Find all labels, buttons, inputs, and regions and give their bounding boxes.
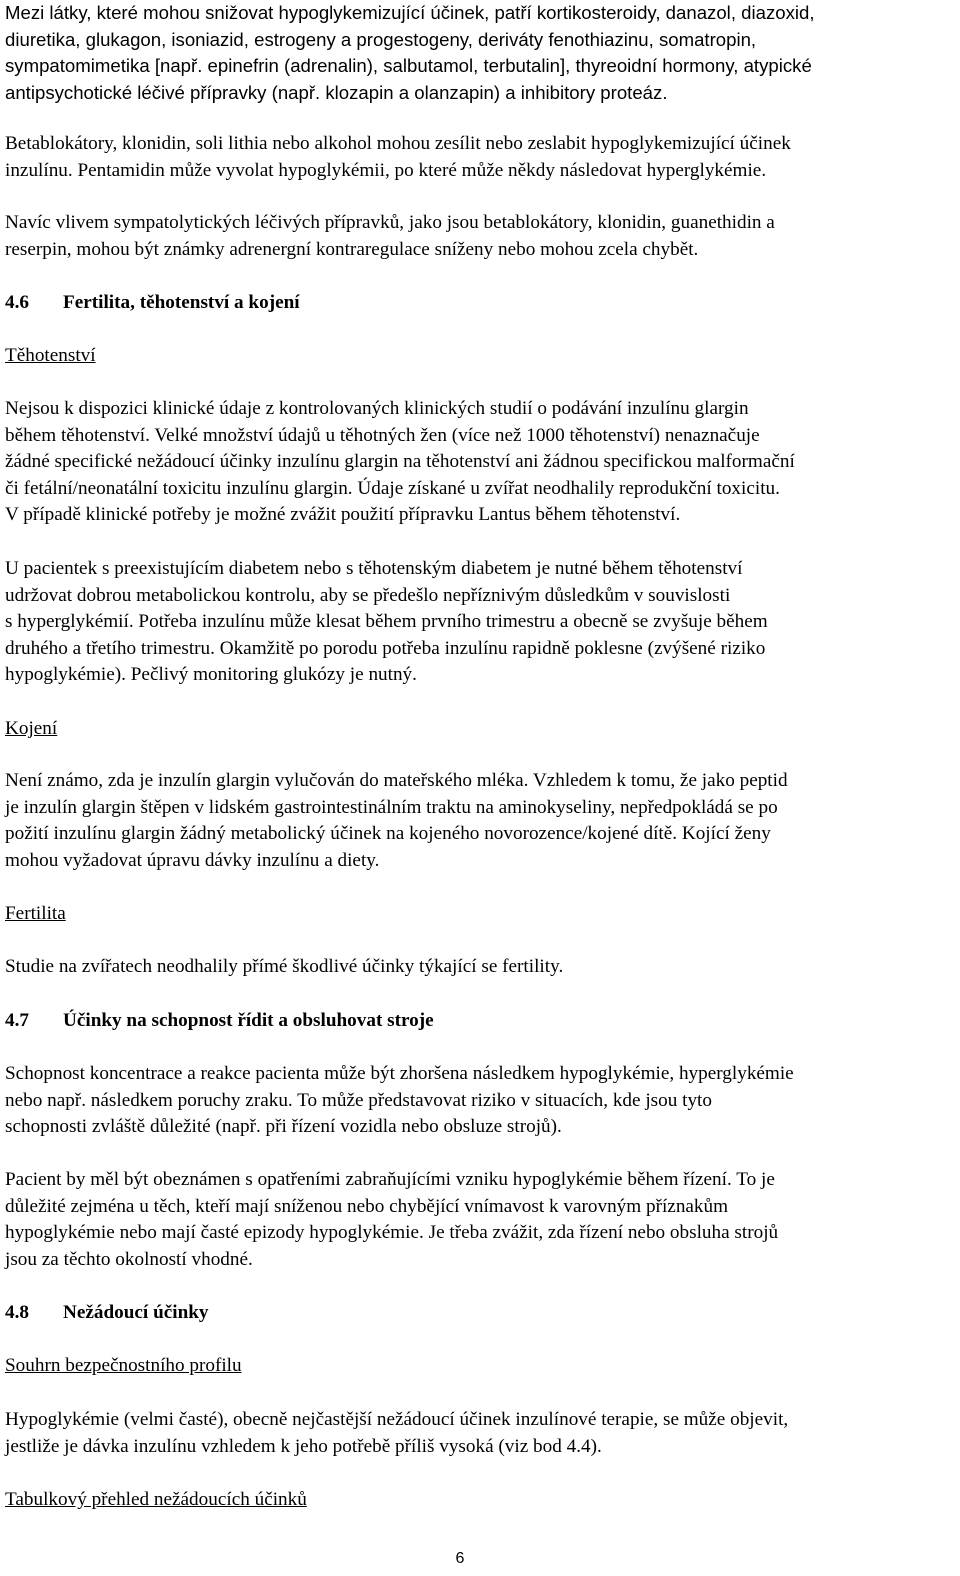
- section-heading-4-6: [5, 290, 300, 317]
- text-line: Betablokátory, klonidin, soli lithia nebo alkohol mohou zesílit nebo zeslabit hypoglykemizující účinek: [5, 133, 791, 154]
- text-line: U pacientek s preexistujícím diabetem nebo s těhotenským diabetem je nutné během těhotenství: [5, 558, 743, 579]
- text-line: diuretika, glukagon, isoniazid, estrogeny a progestogeny, deriváty fenothiazinu, somatropin,: [5, 28, 757, 50]
- text-line: Pacient by měl být obeznámen s opatřeními zabraňujícími vzniku hypoglykémie během řízení. To je: [5, 1169, 775, 1190]
- text-line: sympatomimetika [např. epinefrin (adrenalin), salbutamol, terbutalin], thyreoidní hormony, atypické: [5, 55, 812, 76]
- text-line: během těhotenství. Velké množství údajů u těhotných žen (více než 1000 těhotenství) nenaznačuje: [5, 424, 760, 446]
- paragraph-sympatholytics: [5, 210, 775, 263]
- text-line: jestliže je dávka inzulínu vzhledem k jeho potřebě příliš vysoká (viz bod 4.4).: [5, 1435, 602, 1457]
- paragraph-pregnancy-data: [5, 396, 795, 529]
- paragraph-interactions-reducing: [5, 0, 815, 106]
- paragraph-driving-precautions: [5, 1167, 778, 1273]
- paragraph-betablockers: [5, 131, 791, 184]
- text-line: Studie na zvířatech neodhalily přímé škodlivé účinky týkající se fertility.: [5, 956, 564, 977]
- paragraph-driving-ability: [5, 1061, 794, 1141]
- subheading-pregnancy: Těhotenství: [5, 345, 96, 366]
- paragraph-fertility: [5, 954, 563, 981]
- section-heading-4-7: [5, 1008, 434, 1035]
- subheading-safety-profile: Souhrn bezpečnostního profilu: [5, 1355, 242, 1376]
- text-line: Schopnost koncentrace a reakce pacienta může být zhoršena následkem hypoglykémie, hyperglykémie: [5, 1063, 794, 1084]
- text-line: jsou za těchto okolností vhodné.: [5, 1248, 253, 1270]
- text-line: požití inzulínu glargin žádný metabolický účinek na kojeného novorozence/kojené dítě. Kojící ženy: [5, 823, 771, 844]
- paragraph-breastfeeding: [5, 768, 788, 874]
- section-number: 4.6: [5, 292, 29, 313]
- paragraph-hypoglycemia: [5, 1407, 788, 1460]
- text-line: reserpin, mohou být známky adrenergní kontraregulace sníženy nebo mohou zcela chybět.: [5, 238, 699, 260]
- text-line: Není známo, zda je inzulín glargin vylučován do mateřského mléka. Vzhledem k tomu, že jako peptid: [5, 770, 788, 791]
- text-line: či fetální/neonatální toxicitu inzulínu glargin. Údaje získané u zvířat neodhalily reprodukční toxicitu.: [5, 477, 780, 499]
- text-line: žádné specifické nežádoucí účinky inzulínu glargin na těhotenství ani žádnou specifickou malformační: [5, 451, 795, 472]
- text-line: důležité zejména u těch, kteří mají sníženou nebo chybějící vnímavost k varovným příznakům: [5, 1195, 729, 1217]
- section-title: Účinky na schopnost řídit a obsluhovat stroje: [63, 1010, 434, 1031]
- subheading-fertility: Fertilita: [5, 903, 66, 924]
- section-heading-4-8: [5, 1300, 209, 1327]
- page-number: 6: [455, 1550, 465, 1567]
- section-number: 4.7: [5, 1010, 29, 1031]
- section-title: Nežádoucí účinky: [63, 1302, 209, 1323]
- text-line: Nejsou k dispozici klinické údaje z kontrolovaných klinických studií o podávání inzulínu glargin: [5, 398, 749, 419]
- paragraph-pregnancy-diabetes: [5, 556, 768, 689]
- text-line: s hyperglykémií. Potřeba inzulínu může klesat během prvního trimestru a obecně se zvyšuje během: [5, 611, 768, 632]
- section-number: 4.8: [5, 1302, 29, 1323]
- text-line: hypoglykémie nebo mají časté epizody hypoglykémie. Je třeba zvážit, zda řízení nebo obsluha strojů: [5, 1222, 779, 1243]
- text-line: antipsychotické léčivé přípravky (např. klozapin a olanzapin) a inhibitory proteáz.: [5, 81, 668, 103]
- text-line: V případě klinické potřeby je možné zvážit použití přípravku Lantus během těhotenství.: [5, 504, 681, 525]
- text-line: Hypoglykémie (velmi časté), obecně nejčastější nežádoucí účinek inzulínové terapie, se může objevit,: [5, 1409, 789, 1430]
- text-line: mohou vyžadovat úpravu dávky inzulínu a diety.: [5, 849, 380, 871]
- text-line: udržovat dobrou metabolickou kontrolu, aby se předešlo nepříznivým důsledkům v souvislosti: [5, 584, 731, 606]
- subheading-adverse-table: Tabulkový přehled nežádoucích účinků: [5, 1489, 307, 1510]
- text-line: inzulínu. Pentamidin může vyvolat hypoglykémii, po které může někdy následovat hyperglykémie.: [5, 159, 767, 181]
- text-line: Navíc vlivem sympatolytických léčivých přípravků, jako jsou betablokátory, klonidin, guanethidin a: [5, 212, 775, 233]
- text-line: je inzulín glargin štěpen v lidském gastrointestinálním traktu na aminokyseliny, nepředpokládá se po: [5, 796, 778, 818]
- text-line: hypoglykémie). Pečlivý monitoring glukózy je nutný.: [5, 664, 417, 685]
- section-title: Fertilita, těhotenství a kojení: [63, 292, 300, 313]
- text-line: druhého a třetího trimestru. Okamžitě po porodu potřeba inzulínu rapidně poklesne (zvýšené riziko: [5, 637, 766, 659]
- text-line: nebo např. následkem poruchy zraku. To může představovat riziko v situacích, kde jsou tyto: [5, 1089, 712, 1111]
- subheading-breastfeeding: Kojení: [5, 718, 58, 739]
- text-line: Mezi látky, které mohou snižovat hypoglykemizující účinek, patří kortikosteroidy, danazol, diazoxid,: [5, 2, 815, 23]
- text-line: schopnosti zvláště důležité (např. při řízení vozidla nebo obsluze strojů).: [5, 1116, 562, 1137]
